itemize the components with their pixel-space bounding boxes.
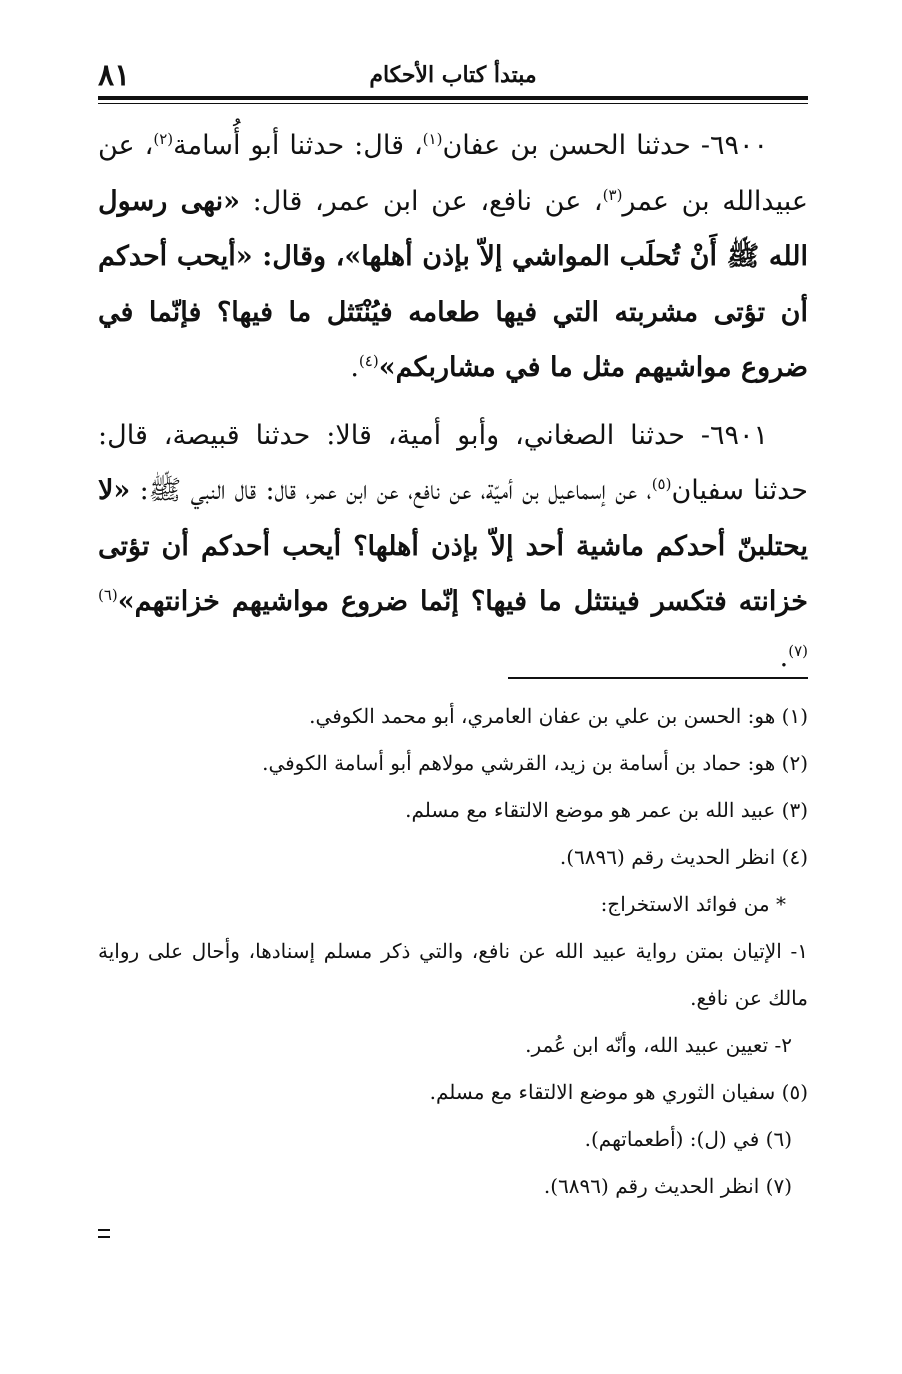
hadith-quote: «لا يحتلبنّ أحدكم ماشية أحد إلاّ بإذن أهلها؟ أيحب أحدكم أن تؤتى خزانته فتكسر فينتثل ما فيها؟ إنّما ضروع مواشيهم خزانتهم»	[98, 475, 808, 617]
end-of-page-mark	[98, 1229, 110, 1238]
footnote-ref-6-7: (٦)(٧)	[98, 586, 808, 660]
footnote-ref-2: (٢)	[153, 130, 174, 148]
text-run: ، عن إسماعيل بن أميّة، عن نافع، عن ابن عمر، قال: قال النبي ﷺ:	[130, 475, 652, 506]
text-run: ، قال: حدثنا أبو أُسامة	[173, 130, 423, 161]
running-title: مبتدأ كتاب الأحكام	[369, 62, 537, 88]
page-number: ٨١	[98, 58, 131, 93]
footnote-3: (٣) عبيد الله بن عمر هو موضع الالتقاء مع مسلم.	[405, 798, 808, 822]
footnote-2: (٢) هو: حماد بن أسامة بن زيد، القرشي مولاهم أبو أسامة الكوفي.	[262, 751, 808, 775]
text-run: ٦٩٠١- حدثنا الصغاني، وأبو أمية، قالا: حدثنا قبيصة، قال: حدثنا سفيان	[98, 419, 808, 506]
footnote-ref-5: (٥)	[651, 475, 672, 493]
benefit-2: ٢- تعيين عبيد الله، وأنّه ابن عُمر.	[525, 1033, 792, 1057]
footnote-separator	[508, 677, 808, 679]
text-run: .	[779, 641, 789, 673]
page-header	[98, 58, 808, 94]
main-text	[98, 118, 808, 685]
text-run: ، عن عبيدالله بن عمر	[98, 130, 809, 217]
footnote-4: (٤) انظر الحديث رقم (٦٨٩٦).	[559, 845, 808, 869]
footnote-5: (٥) سفيان الثوري هو موضع الالتقاء مع مسلم.	[429, 1080, 808, 1104]
hadith-6901	[98, 408, 808, 686]
footnotes	[98, 693, 808, 1210]
footnote-ref-1: (١)	[422, 130, 443, 148]
text-run: ، وقال:	[252, 241, 345, 272]
hadith-quote: «نهى رسول الله ﷺ أَنْ تُحلَب المواشي إلاّ بإذن أهلها»	[98, 185, 808, 272]
text-run: .	[350, 352, 359, 383]
header-rule-thin	[98, 103, 808, 104]
header-rule-thick	[98, 96, 808, 100]
footnote-1: (١) هو: الحسن بن علي بن عفان العامري، أبو محمد الكوفي.	[309, 704, 808, 728]
benefits-title: * من فوائد الاستخراج:	[600, 892, 786, 916]
footnote-7: (٧) انظر الحديث رقم (٦٨٩٦).	[543, 1174, 792, 1198]
footnote-ref-3: (٣)	[602, 185, 623, 204]
footnote-ref-4: (٤)	[358, 352, 379, 370]
text-run: ٦٩٠٠- حدثنا الحسن بن عفان	[442, 130, 768, 161]
footnote-6: (٦) في (ل): (أطعماتهم).	[584, 1127, 792, 1151]
hadith-quote: «أيحب أحدكم أن تؤتى مشربته التي فيها طعامه فيُنْتَثل ما فيها؟ فإنّما في ضروع مواشيهم مثل ما في مشاربكم»	[98, 241, 808, 383]
text-run: ، عن نافع، عن ابن عمر، قال:	[239, 185, 603, 217]
hadith-6900	[98, 118, 808, 396]
benefit-1: ١- الإتيان بمتن رواية عبيد الله عن نافع، والتي ذكر مسلم إسنادها، وأحال على رواية مالك عن نافع.	[98, 939, 808, 1010]
